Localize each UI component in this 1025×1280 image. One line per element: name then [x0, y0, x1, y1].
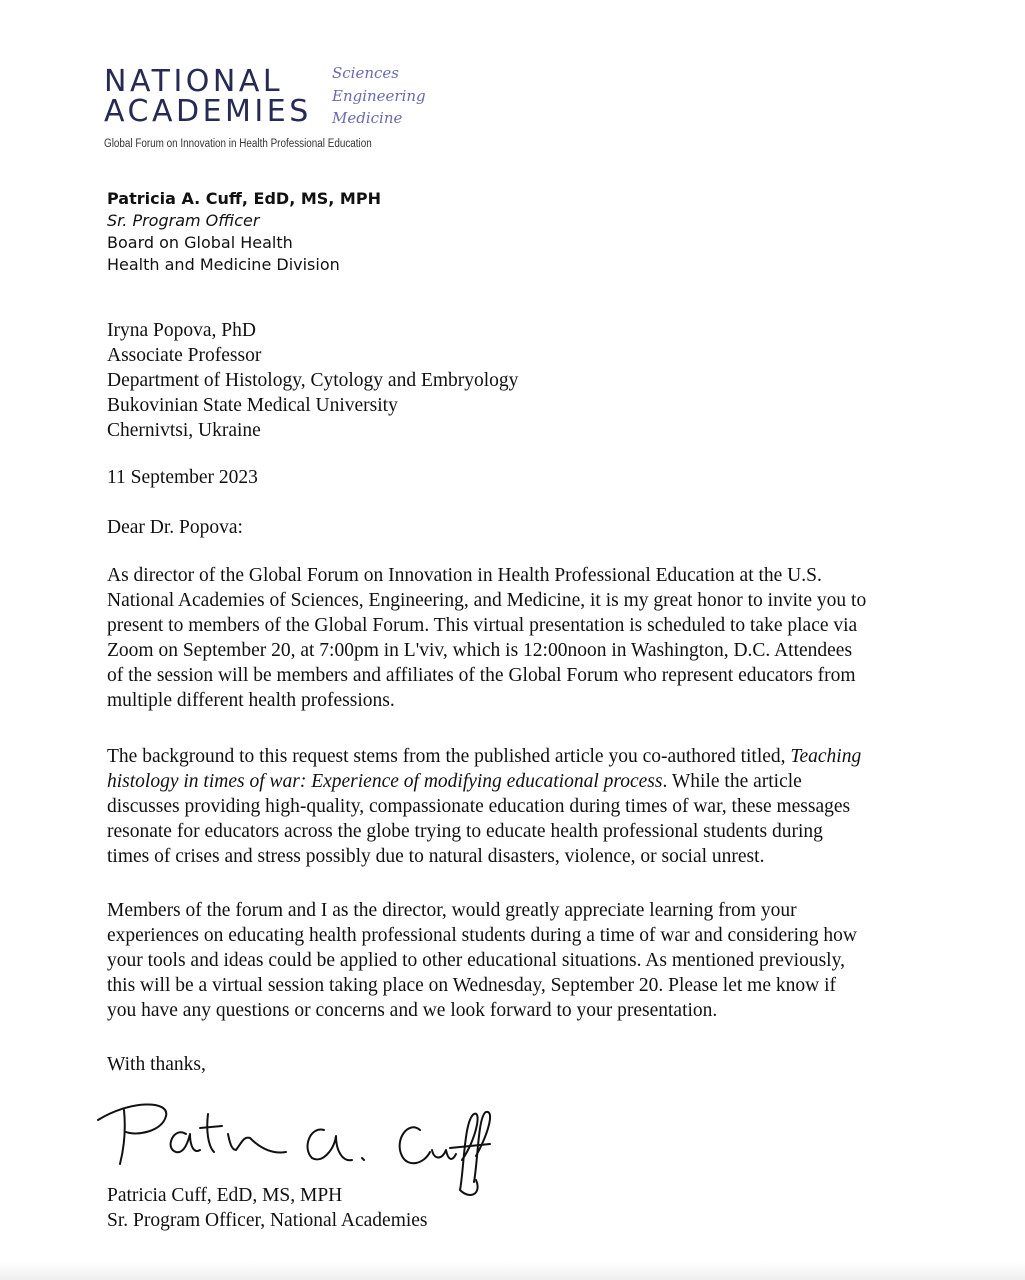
paragraph-line [107, 769, 957, 794]
sender-board: Board on Global Health [107, 233, 293, 252]
paragraph-line: multiple different health professions. [107, 690, 395, 711]
greeting: Dear Dr. Popova: [107, 517, 243, 538]
recipient-university: Bukovinian State Medical University [107, 395, 398, 416]
paragraph-line: Zoom on September 20, at 7:00pm in L'viv, which is 12:00noon in Washington, D.C. Attendees [107, 640, 853, 661]
logo-line-national: NATIONAL [104, 64, 284, 99]
sender-name: Patricia A. Cuff, EdD, MS, MPH [107, 189, 381, 208]
paragraph-line [107, 744, 957, 769]
paragraph-line: this will be a virtual session taking place on Wednesday, September 20. Please let me know if [107, 975, 836, 996]
sender-division: Health and Medicine Division [107, 255, 340, 274]
paragraph-background [107, 744, 957, 869]
paragraph-text: The background to this request stems from the published article you co-authored titled, [107, 746, 791, 767]
paragraph-line: you have any questions or concerns and we look forward to your presentation. [107, 1000, 718, 1021]
signoff-name: Patricia Cuff, EdD, MS, MPH [107, 1185, 343, 1206]
closing: With thanks, [107, 1054, 206, 1075]
paragraph-line: resonate for educators across the globe trying to educate health professional students during [107, 821, 823, 842]
paragraph-line: As director of the Global Forum on Innovation in Health Professional Education at the U.S. [107, 565, 822, 586]
paragraph-line: your tools and ideas could be applied to other educational situations. As mentioned previously, [107, 950, 845, 971]
article-title-part2: histology in times of war: Experience of modifying educational process [107, 771, 663, 792]
recipient-department: Department of Histology, Cytology and Embryology [107, 370, 519, 391]
paragraph-line: National Academies of Sciences, Engineering, and Medicine, it is my great honor to invite you to [107, 590, 867, 611]
article-title-part1: Teaching [790, 746, 862, 767]
signature-block [107, 1183, 957, 1233]
paragraph-invitation [107, 563, 957, 713]
logo-medicine: Medicine [332, 109, 403, 127]
logo-engineering: Engineering [332, 87, 426, 105]
page-bottom-edge [0, 1262, 1025, 1280]
sender-title: Sr. Program Officer [107, 211, 260, 230]
recipient-title: Associate Professor [107, 345, 262, 366]
letter-date: 11 September 2023 [107, 467, 258, 488]
logo-line-academies: ACADEMIES [104, 94, 312, 129]
paragraph-request [107, 898, 957, 1023]
paragraph-line: experiences on educating health professional students during a time of war and considering how [107, 925, 857, 946]
paragraph-line: present to members of the Global Forum. This virtual presentation is scheduled to take place via [107, 615, 858, 636]
logo-sciences: Sciences [332, 64, 399, 82]
paragraph-line: discusses providing high-quality, compassionate education during times of war, these messages [107, 796, 851, 817]
national-academies-logo [104, 62, 444, 157]
paragraph-text: . While the article [662, 771, 802, 792]
signoff-title: Sr. Program Officer, National Academies [107, 1210, 428, 1231]
recipient-location: Chernivtsi, Ukraine [107, 420, 261, 441]
logo-forum-name: Global Forum on Innovation in Health Professional Education [104, 138, 372, 150]
recipient-address [107, 318, 957, 443]
sender-block [107, 188, 381, 276]
paragraph-line: times of crises and stress possibly due to natural disasters, violence, or social unrest. [107, 846, 765, 867]
recipient-name: Iryna Popova, PhD [107, 320, 256, 341]
paragraph-line: of the session will be members and affiliates of the Global Forum who represent educators from [107, 665, 856, 686]
paragraph-line: Members of the forum and I as the director, would greatly appreciate learning from your [107, 900, 797, 921]
